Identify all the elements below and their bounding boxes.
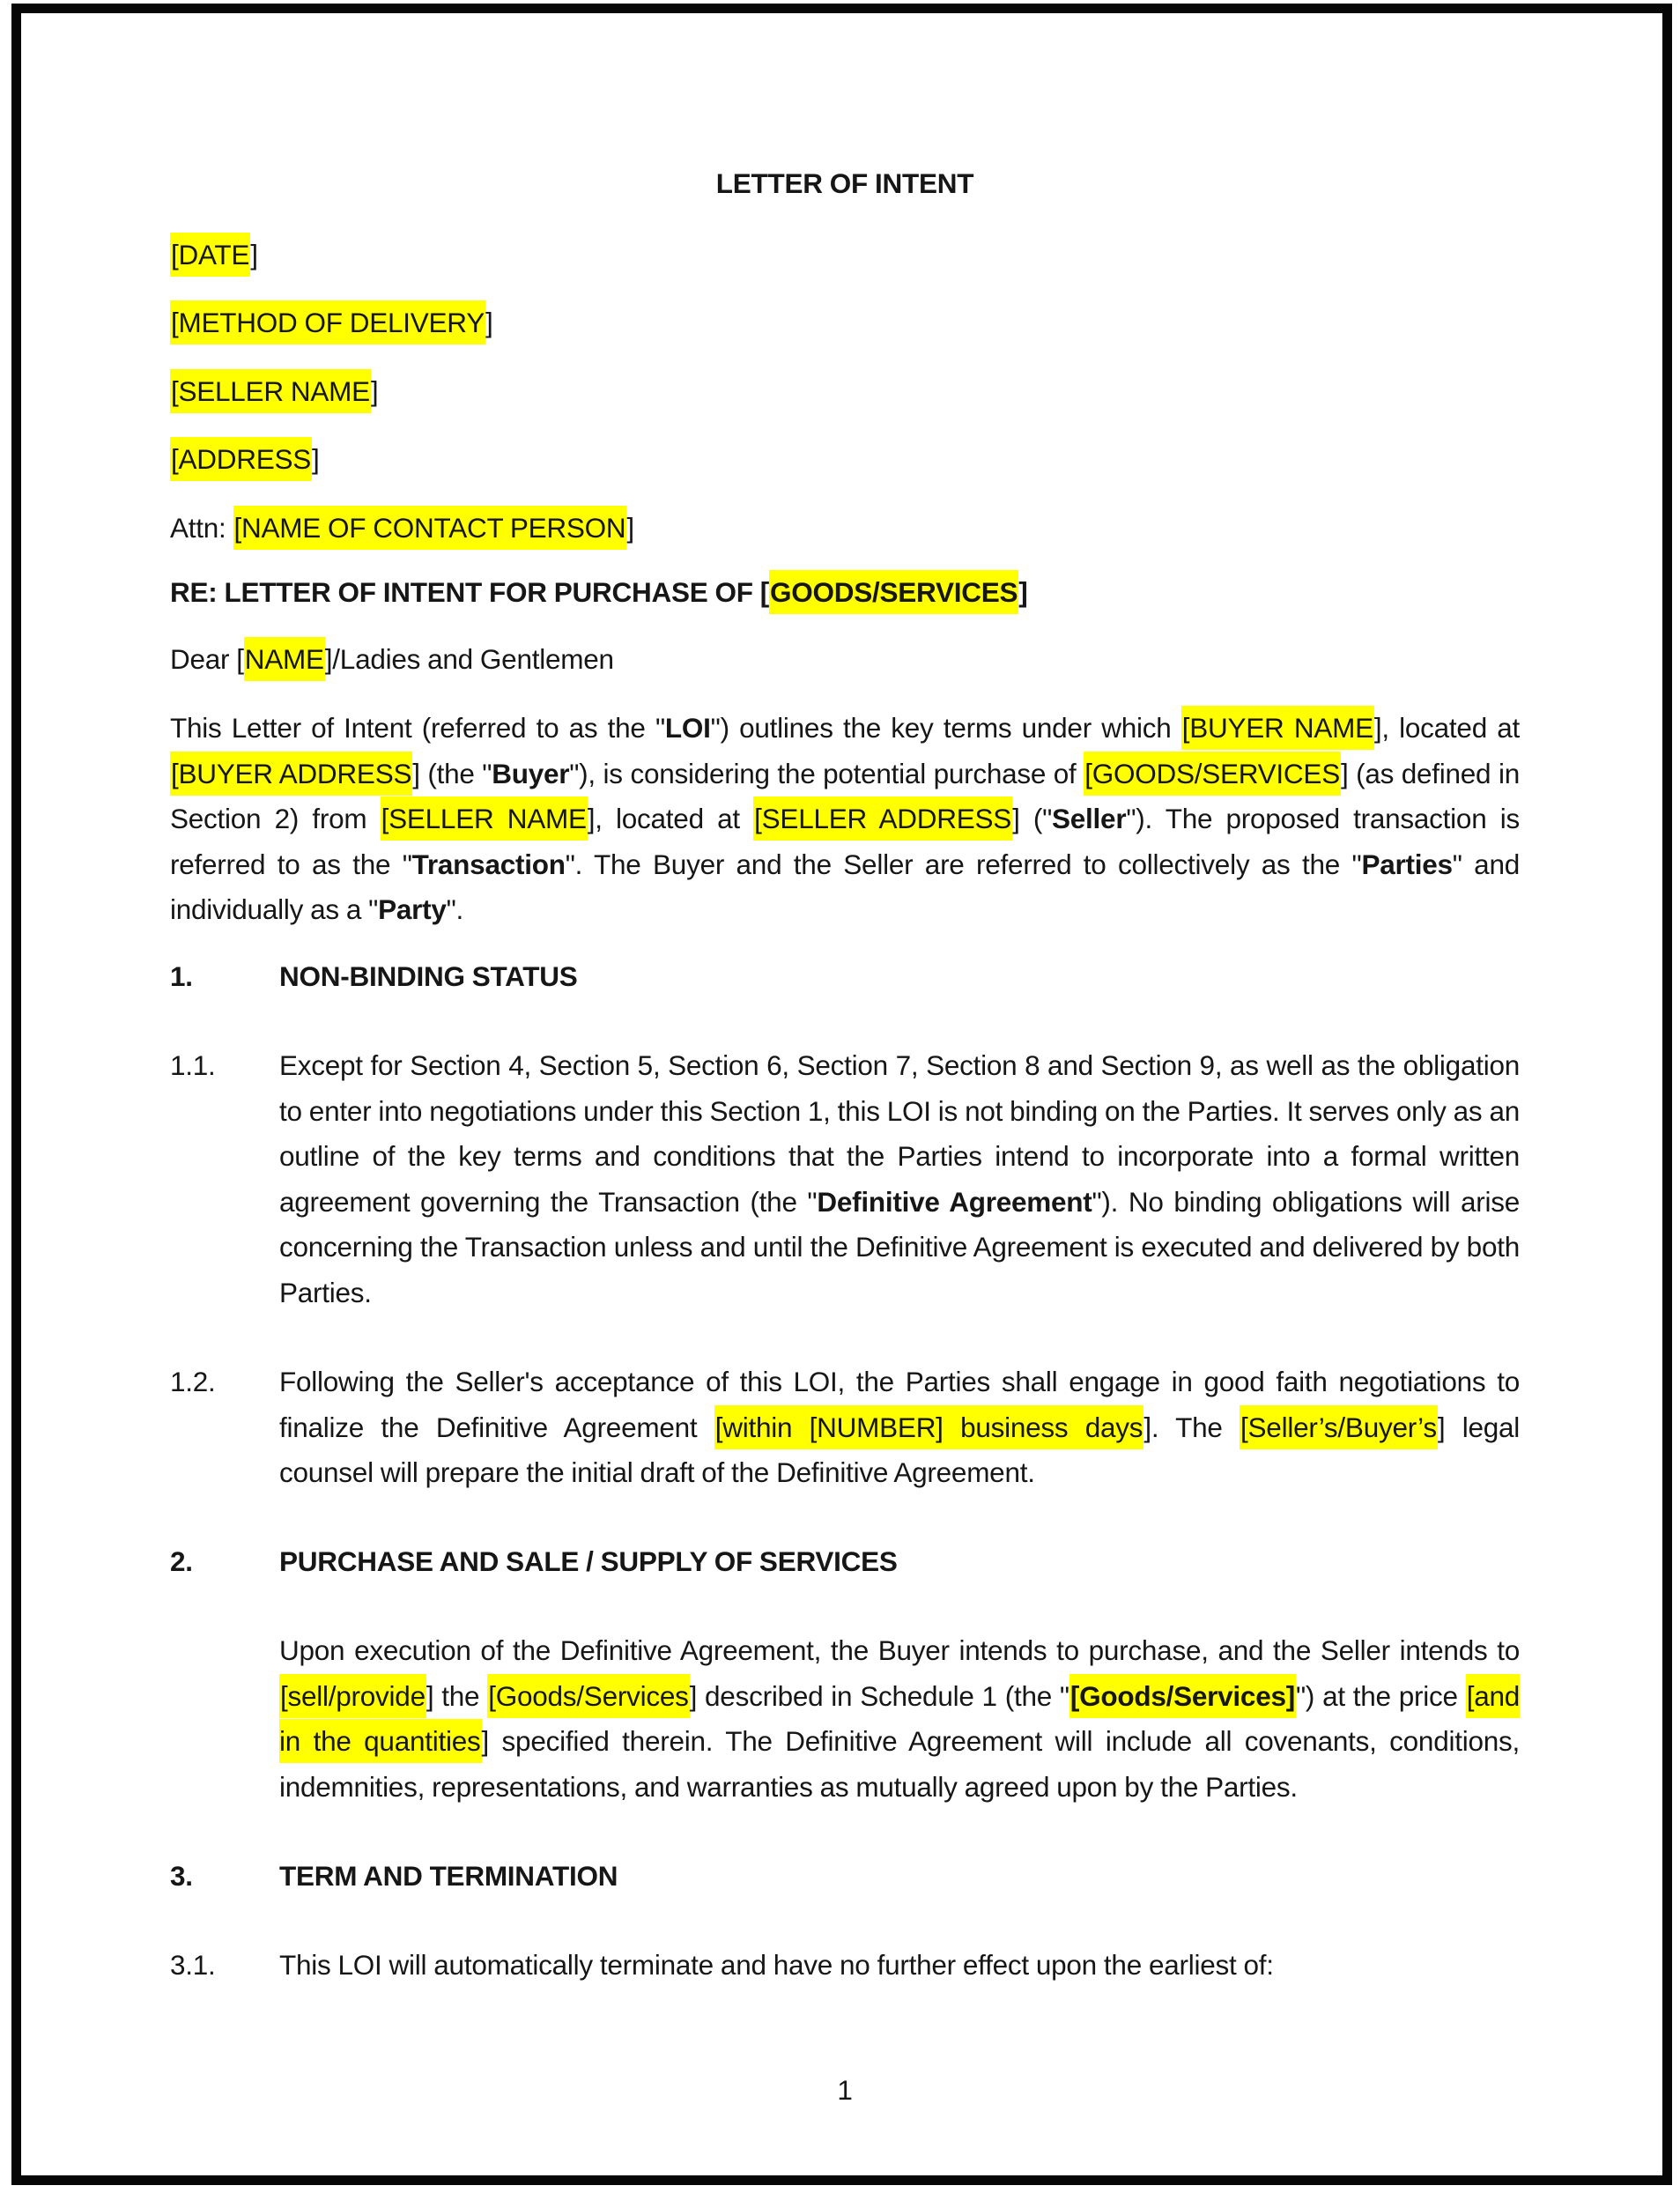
address-line: [ADDRESS] (170, 437, 1520, 483)
clause-1-2 (170, 1360, 1520, 1496)
clause-3-1-number: 3.1. (170, 1948, 216, 1981)
clause-1-1 (170, 1043, 1520, 1315)
clause-3-1 (170, 1943, 1520, 1989)
clause-1-2-number: 1.2. (170, 1366, 216, 1397)
clause-2-number (170, 1628, 279, 1810)
date-line: [DATE] (170, 233, 1520, 278)
page-number: 1 (837, 2074, 853, 2106)
intro-paragraph: This Letter of Intent (referred to as the "LOI") outlines the key terms under which [BUYER NAME], located at [BUYER ADDRESS] (the "Buyer"), is considering the potential purchase of [GOODS/SERVICES] (as defined in Section 2) from [SELLER NAME], located at [SELLER ADDRESS] ("Seller"). The proposed transaction is referred to as the "Transaction". The Buyer and the Seller are referred to collectively as the "Parties" and individually as a "Party". (170, 706, 1520, 933)
clause-1-2-text: Following the Seller's acceptance of this LOI, the Parties shall engage in good faith negotiations to finalize the Definitive Agreement [within [NUMBER] business days]. The [Seller’s/Buyer’s] legal counsel will prepare the initial draft of the Definitive Agreement. (279, 1366, 1521, 1488)
document-title: LETTER OF INTENT (715, 167, 974, 199)
clause-1-1-text: Except for Section 4, Section 5, Section 6, Section 7, Section 8 and Section 9, as well as the obligation to enter into negotiations under this Section 1, this LOI is not binding on the Parties. It serves only as an outline of the key terms and conditions that the Parties intend to incorporate into a formal written agreement governing the Transaction (the "Definitive Agreement"). No binding obligations will arise concerning the Transaction unless and until the Definitive Agreement is executed and delivered by both Parties. (279, 1049, 1520, 1308)
section-3-heading-label: TERM AND TERMINATION (279, 1860, 618, 1892)
re-subject-line: RE: LETTER OF INTENT FOR PURCHASE OF [GOODS/SERVICES] (170, 570, 1520, 616)
section-3-number: 3. (170, 1860, 193, 1892)
section-2-number: 2. (170, 1545, 193, 1577)
document-content (170, 0, 1520, 2114)
clause-2-text: Upon execution of the Definitive Agreement, the Buyer intends to purchase, and the Seller intends to [sell/provide] the [Goods/Services] described in Schedule 1 (the "[Goods/Services]") at the price [and in the quantities] specified therein. The Definitive Agreement will include all covenants, conditions, indemnities, representations, and warranties as mutually agreed upon by the Parties. (279, 1634, 1521, 1803)
delivery-method-line: [METHOD OF DELIVERY] (170, 300, 1520, 346)
section-1-number: 1. (170, 959, 193, 992)
clause-3-1-text: This LOI will automatically terminate and have no further effect upon the earliest of: (279, 1948, 1274, 1981)
clause-2-body (170, 1628, 1520, 1810)
seller-name-line: [SELLER NAME] (170, 369, 1520, 415)
section-1-heading-label: NON-BINDING STATUS (279, 959, 578, 992)
attn-line: Attn: [NAME OF CONTACT PERSON] (170, 506, 1520, 552)
section-3-heading (170, 1854, 1520, 1900)
clause-1-1-number: 1.1. (170, 1049, 216, 1081)
section-2-heading (170, 1539, 1520, 1585)
section-1-heading (170, 954, 1520, 1000)
section-2-heading-label: PURCHASE AND SALE / SUPPLY OF SERVICES (279, 1545, 898, 1577)
salutation: Dear [NAME]/Ladies and Gentlemen (170, 637, 1520, 683)
